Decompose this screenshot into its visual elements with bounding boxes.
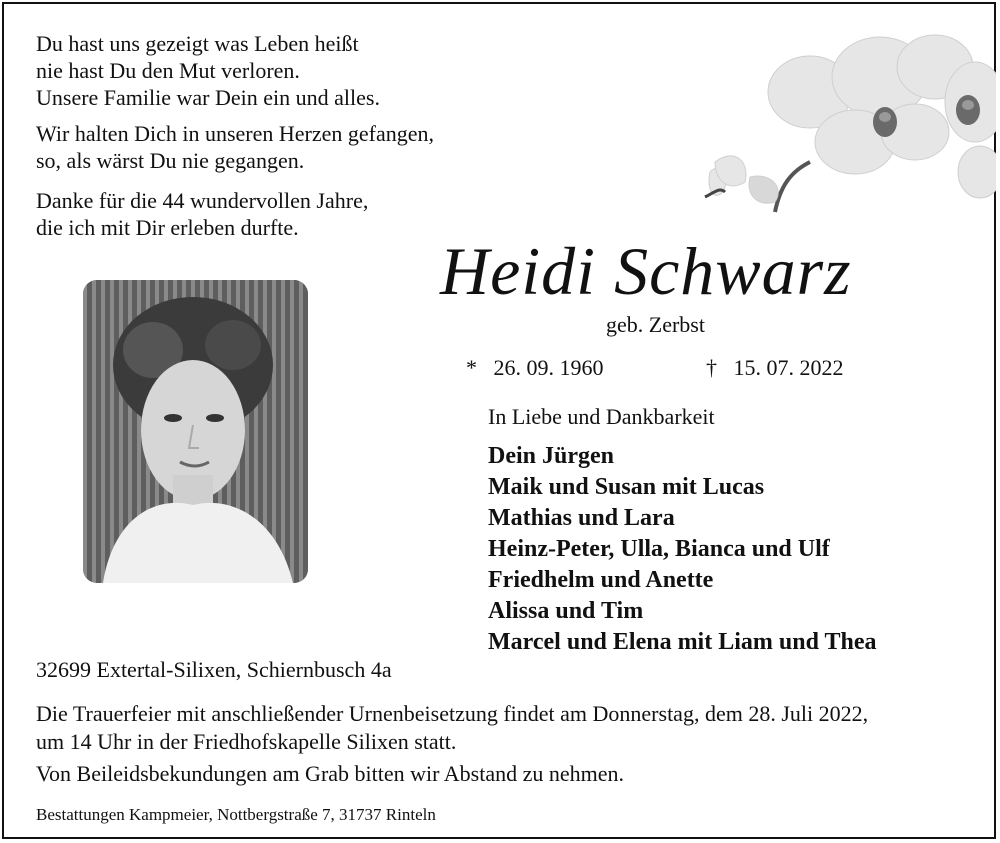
poem-stanza-1 — [36, 30, 380, 111]
mourner-name: Friedhelm und Anette — [488, 567, 714, 593]
poem-line: so, als wärst Du nie gegangen. — [36, 148, 305, 173]
mourner-name: Dein Jürgen — [488, 443, 614, 469]
mourner-list — [488, 441, 877, 658]
poem-line: Danke für die 44 wundervollen Jahre, — [36, 188, 369, 213]
poem-line: Du hast uns gezeigt was Leben heißt — [36, 31, 359, 56]
poem-line: nie hast Du den Mut verloren. — [36, 58, 300, 83]
family-address: 32699 Extertal-Silixen, Schiernbusch 4a — [36, 657, 392, 682]
death-cross-icon: † — [706, 355, 717, 380]
condolence-note: Von Beileidsbekundungen am Grab bitten wir Abstand zu nehmen. — [36, 761, 624, 786]
birth-date: 26. 09. 1960 — [493, 355, 604, 380]
birth-name: geb. Zerbst — [606, 312, 705, 337]
birth-date-row — [466, 355, 604, 381]
poem-stanza-2 — [36, 120, 434, 174]
portrait-photo — [83, 280, 308, 583]
undertaker-info: Bestattungen Kampmeier, Nottbergstraße 7, 31737 Rinteln — [36, 805, 436, 824]
mourner-name: Mathias und Lara — [488, 505, 675, 531]
ceremony-info — [36, 700, 868, 756]
poem-stanza-3 — [36, 187, 368, 241]
ceremony-line: um 14 Uhr in der Friedhofskapelle Silixen statt. — [36, 729, 457, 754]
death-date: 15. 07. 2022 — [733, 355, 844, 380]
poem-line: Unsere Familie war Dein ein und alles. — [36, 85, 380, 110]
birth-star-icon: * — [466, 355, 477, 380]
ceremony-line: Die Trauerfeier mit anschließender Urnenbeisetzung findet am Donnerstag, dem 28. Juli 2022, — [36, 701, 869, 726]
mourner-name: Alissa und Tim — [488, 598, 644, 624]
death-date-row — [706, 355, 844, 381]
deceased-name: Heidi Schwarz — [440, 233, 852, 309]
poem-line: die ich mit Dir erleben durfte. — [36, 215, 299, 240]
thanks-intro: In Liebe und Dankbarkeit — [488, 404, 715, 429]
mourner-name: Marcel und Elena mit Liam und Thea — [488, 629, 877, 655]
mourner-name: Heinz-Peter, Ulla, Bianca und Ulf — [488, 536, 830, 562]
mourner-name: Maik und Susan mit Lucas — [488, 474, 765, 500]
poem-line: Wir halten Dich in unseren Herzen gefangen, — [36, 121, 434, 146]
orchid-flower-icon — [690, 22, 996, 232]
